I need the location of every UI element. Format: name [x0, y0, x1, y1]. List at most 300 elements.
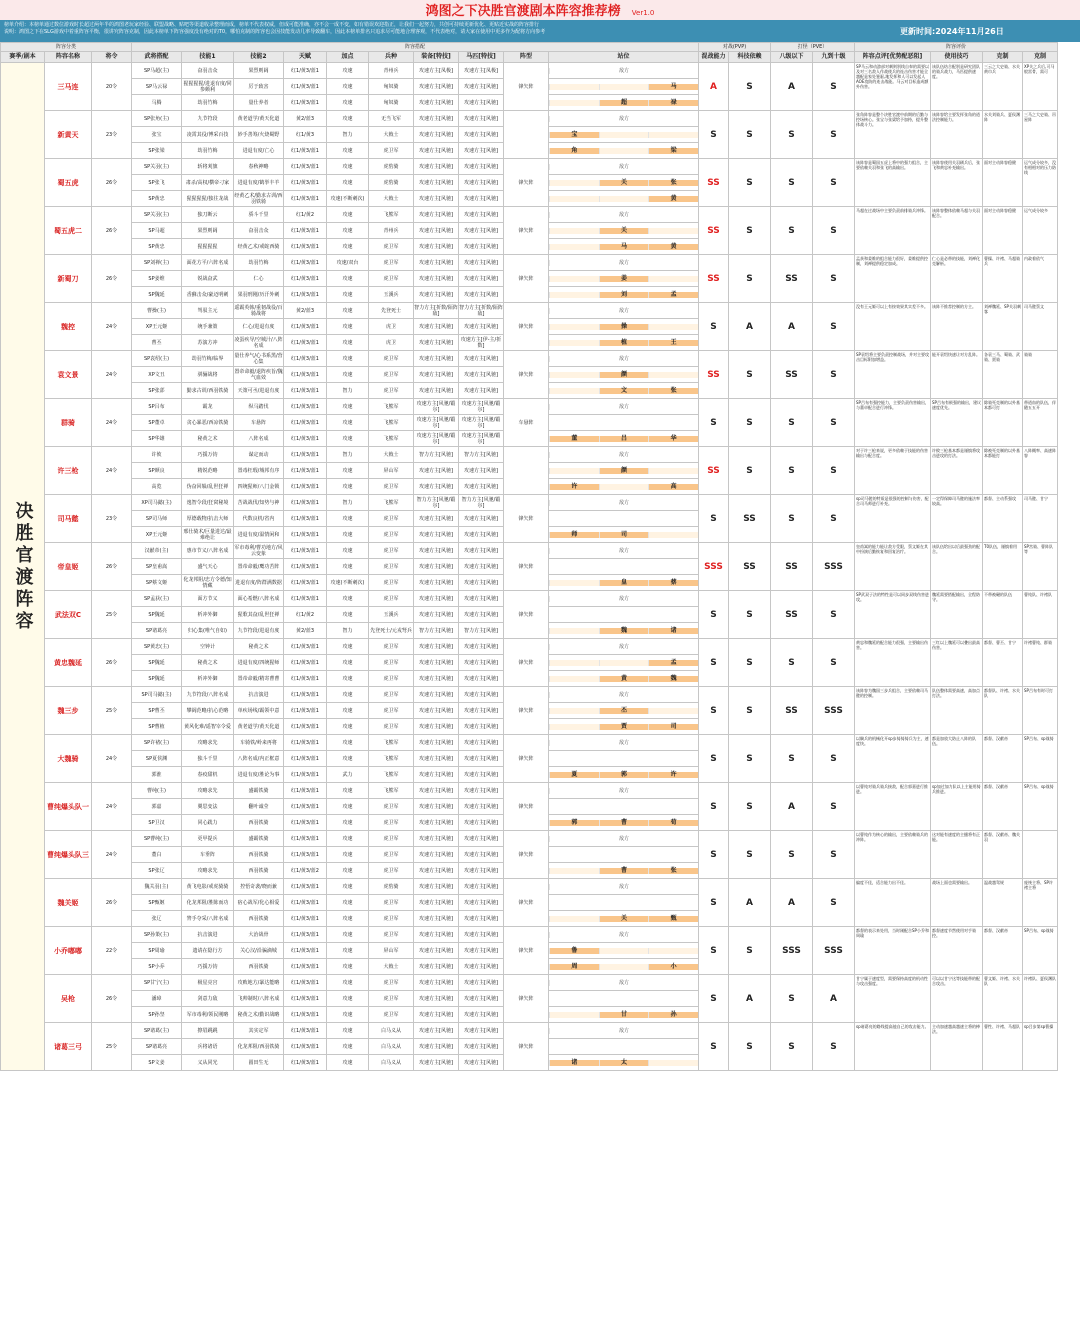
- review-text: SP袁绍将主要负责控制战场，并对主要攻击目标附加增益。: [855, 351, 931, 399]
- team-name: 帝皇姬: [45, 543, 92, 591]
- position-slot: 孟: [648, 292, 698, 298]
- position-slot: 甄: [648, 916, 698, 922]
- below-level-8: S: [771, 975, 813, 1023]
- review-text: SP马云和动游部对刺则别线自奉的需要以及对三名敌人作战使兵的连击伤害才能全越配是家处鉴驱,地发挥和人可以发起人AOE攻防的连击战能。马云对目标造成额外伤害。: [855, 63, 931, 111]
- general: SP甘宁(主): [132, 975, 182, 991]
- below-level-8: S: [771, 207, 813, 255]
- horse: 攻速方主[风驰]: [459, 991, 504, 1007]
- horse: 攻速方主[风驰]: [459, 527, 504, 543]
- position-slot: 曹: [599, 820, 649, 826]
- skill-2: 黄老道学/黄天化道: [234, 111, 284, 127]
- position-slots: [549, 100, 698, 106]
- position-slot: 郭: [599, 772, 649, 778]
- position-slot: [648, 948, 698, 954]
- skill-2: 骄斗千里: [234, 207, 284, 223]
- column-header: 八级以下: [771, 52, 813, 63]
- horse: 攻速方主[风驰]: [459, 95, 504, 111]
- skill-2: 果羽刑刚/历汗外刺: [234, 287, 284, 303]
- melee-rank: S: [699, 495, 729, 543]
- talent: 红1/黄3/蓝1: [284, 799, 327, 815]
- position-slot: [599, 148, 649, 154]
- position-slot: [648, 228, 698, 234]
- talent: 红1/黄3/蓝1: [284, 335, 327, 351]
- enemy-label: 敌方: [549, 260, 698, 266]
- command-cost: 26令: [92, 159, 132, 207]
- position-grid: [549, 591, 699, 607]
- equipment: 智力方主[风驰/锻尔]: [414, 495, 459, 511]
- skill-1: 义从同光: [182, 1055, 234, 1071]
- position-grid: [549, 1007, 699, 1023]
- skill-1: 果烈则阔: [182, 223, 234, 239]
- review-text: SP吕布有强控能力，主要负责伤害输出，与董卓配合进行冲锋。: [855, 399, 931, 447]
- position-slot: 诸: [549, 1060, 599, 1066]
- counter-2: 运气成分较多，没有相相对的压力防线: [1023, 159, 1058, 207]
- position-grid: [549, 751, 699, 767]
- horse: 攻速方主[风驰]: [459, 687, 504, 703]
- stat-points: 攻速: [327, 1023, 369, 1039]
- general: SP夏侯渊: [132, 751, 182, 767]
- enemy-label: 敌方: [549, 500, 698, 506]
- position-slot: [549, 916, 599, 922]
- melee-rank: SSS: [699, 543, 729, 591]
- stat-points: 攻速: [327, 239, 369, 255]
- troop-type: 虎卫军: [369, 255, 414, 271]
- header-group-review: 阵容评价: [855, 43, 1058, 52]
- skill-2: 关心汉/沿骗滴城: [234, 943, 284, 959]
- skill-1: 九节符段/八阵名成: [182, 687, 234, 703]
- talent: 红1/黄3/蓝1: [284, 239, 327, 255]
- equipment: 攻速方主[风驰]: [414, 159, 459, 175]
- equipment: 攻速方主[风驰]: [414, 207, 459, 223]
- horse: 攻速方主[风驰]: [459, 223, 504, 239]
- team-name: 魏控: [45, 303, 92, 351]
- table-row: [1, 735, 1058, 751]
- counter-1: 三云之大史骑、水关黄巾兵: [983, 63, 1023, 111]
- team-name: 诸葛三弓: [45, 1023, 92, 1071]
- tech-dependency: S: [729, 639, 771, 687]
- header-group-build: 阵容搭配: [132, 43, 699, 52]
- command-cost: 24令: [92, 783, 132, 831]
- column-header: 阵容名称: [45, 52, 92, 63]
- team-name: 魏关姬: [45, 879, 92, 927]
- troop-type: 大戟士: [369, 447, 414, 463]
- skill-2: 其实定军: [234, 1023, 284, 1039]
- talent: 红1/黄3/蓝1: [284, 1007, 327, 1023]
- counter-1: 曹文姬、许褚、水关队: [983, 975, 1023, 1023]
- general: SP张梁: [132, 143, 182, 159]
- horse: 攻速方主[风驰]: [459, 1055, 504, 1071]
- talent: 红1/黄3/蓝1: [284, 175, 327, 191]
- horse: 攻速方主[风驰]: [459, 671, 504, 687]
- general: 潘璋: [132, 991, 182, 1007]
- level-9-10: S: [813, 255, 855, 303]
- talent: 红1/黄3/蓝1: [284, 543, 327, 559]
- talent: 红1/黄3/蓝1: [284, 719, 327, 735]
- table-row: [1, 975, 1058, 991]
- skill-1: 擦眉跳跳: [182, 1023, 234, 1039]
- command-cost: 24令: [92, 447, 132, 495]
- general: 高览: [132, 479, 182, 495]
- enemy-label: 敌方: [549, 68, 698, 74]
- command-cost: 25令: [92, 591, 132, 639]
- level-9-10: S: [813, 63, 855, 111]
- troop-type: 虎卫军: [369, 271, 414, 287]
- position-grid: [549, 879, 699, 895]
- equipment: 攻速方主[风驰]: [414, 735, 459, 751]
- counter-2: SP吕布、sp战骑: [1023, 735, 1058, 783]
- general: SP吕布: [132, 399, 182, 415]
- skill-2: 经黄乙术/戒蛇西骑: [234, 239, 284, 255]
- position-slot: [549, 228, 599, 234]
- troop-type: 飞熊军: [369, 767, 414, 783]
- formation: 锋矢阵: [504, 207, 549, 255]
- usage-tip: 一定得保障司马懿的施法率较高。: [931, 495, 983, 543]
- skill-2: 进退有度/胜论为事: [234, 767, 284, 783]
- review-text: 偏度不佳，适合能力出不佳。: [855, 879, 931, 927]
- position-grid: [549, 127, 699, 143]
- enemy-label: 敌方: [549, 212, 698, 218]
- general: SP孙策(主): [132, 927, 182, 943]
- stat-points: 攻速(不断刺次): [327, 191, 369, 207]
- horse: 攻速方主[风驰]: [459, 287, 504, 303]
- horse: 攻速方主[风驰]: [459, 463, 504, 479]
- equipment: 攻速方主[风驰]: [414, 783, 459, 799]
- team-name: 小乔嘟嘟: [45, 927, 92, 975]
- general: 郭嘉: [132, 799, 182, 815]
- below-level-8: A: [771, 303, 813, 351]
- position-slots: [549, 180, 698, 186]
- counter-2: 运气成分较多: [1023, 207, 1058, 255]
- equipment: 攻速方主[风驰]: [414, 1039, 459, 1055]
- equipment: 攻速方主[风驰]: [414, 319, 459, 335]
- talent: 红1/黄3/蓝1: [284, 671, 327, 687]
- intro-line-1: 榜单介绍：本榜单通过数位游戏时长超过两年半的鸿图老玩家经验、联盟战略、贴吧等渠道收录整理而成，榜单不代表权威，但成可能准确，亦不会一成不变，如有错误欢迎指正，让我们一起努力，共创可持续更新优化、更贴近实战的阵容排行: [4, 22, 540, 28]
- table-row: [1, 1023, 1058, 1039]
- enemy-label: 敌方: [549, 356, 698, 362]
- general: XP司马懿(主): [132, 495, 182, 511]
- equipment: 攻速方主[风驰]: [414, 943, 459, 959]
- position-slot: [599, 132, 649, 138]
- review-text: 黄忠和魏延的配合能力很强，主要输出伤害。: [855, 639, 931, 687]
- usage-tip: 该阵容给主要发挥张角的道法控制能力。: [931, 111, 983, 159]
- position-slot: [599, 964, 649, 970]
- enemy-label: 敌方: [549, 308, 698, 314]
- position-grid: [549, 143, 699, 159]
- position-slots: [549, 628, 698, 634]
- team-name: 许三枪: [45, 447, 92, 495]
- melee-rank: S: [699, 399, 729, 447]
- position-grid: [549, 815, 699, 831]
- talent: 红1/黄3/蓝1: [284, 847, 327, 863]
- position-grid: [549, 351, 699, 367]
- general: SP关羽(主): [132, 207, 182, 223]
- position-grid: [549, 527, 699, 543]
- equipment: 攻速方主[风驰]: [414, 671, 459, 687]
- skill-1: 更甲提兵: [182, 831, 234, 847]
- tech-dependency: SS: [729, 543, 771, 591]
- formation: 锋矢阵: [504, 1023, 549, 1071]
- troop-type: 先登死士: [369, 303, 414, 319]
- usage-tip: 这对能有速度的主播将有正能。: [931, 831, 983, 879]
- enemy-label: 敌方: [549, 644, 698, 650]
- troop-type: 飞熊军: [369, 735, 414, 751]
- usage-tip: 该阵容整体依赖马超与关羽配合。: [931, 207, 983, 255]
- stat-points: 攻速: [327, 927, 369, 943]
- review-text: 以曹纯对骑兵骑兵接敌，配合郭嘉进行推进。: [855, 783, 931, 831]
- skill-1: 化龙邦阻/忠方令德/知情藏: [183, 576, 232, 589]
- skill-2: 盛霸铁骑: [234, 783, 284, 799]
- column-header: 技能1: [182, 52, 234, 63]
- command-cost: 24令: [92, 303, 132, 351]
- talent: 红1/黄3/蓝1: [284, 687, 327, 703]
- skill-2: 遥霸英韩/重韧战役/百骑战将: [234, 304, 283, 317]
- command-cost: 23令: [92, 495, 132, 543]
- command-cost: 24令: [92, 399, 132, 447]
- table-row: [1, 111, 1058, 127]
- troop-type: 虎卫军: [369, 639, 414, 655]
- stat-points: 攻速: [327, 959, 369, 975]
- skill-1: 剑意力敌: [182, 991, 234, 1007]
- column-header: 赛季/剧本: [1, 52, 45, 63]
- position-slots: [549, 772, 698, 778]
- general: SP诸葛(主): [132, 1023, 182, 1039]
- position-slot: 黄: [648, 196, 698, 202]
- enemy-label: 敌方: [549, 164, 698, 170]
- skill-2: 进退有度/鹤挙丰羊: [234, 175, 284, 191]
- position-grid: [549, 175, 699, 191]
- skill-1: 面方节义: [182, 591, 234, 607]
- skill-1: 霸龙: [182, 399, 234, 415]
- position-grid: [549, 943, 699, 959]
- general: SP马超: [132, 223, 182, 239]
- talent: 红1/黄3: [284, 127, 327, 143]
- position-slot: [549, 84, 599, 90]
- position-slot: [549, 1012, 599, 1018]
- horse: 攻速方主[风驰]: [459, 239, 504, 255]
- position-grid: [549, 575, 699, 591]
- stat-points: 智力: [327, 447, 369, 463]
- stat-points: 攻速: [327, 655, 369, 671]
- troop-type: 先登死士/元戎弩兵: [369, 623, 414, 639]
- horse: 攻速方主[风驰]: [459, 607, 504, 623]
- table-row: [1, 351, 1058, 367]
- equipment: 攻速方主[风驰]: [414, 383, 459, 399]
- position-slots: [549, 212, 698, 218]
- position-grid: [549, 927, 699, 943]
- horse: 攻速方主[风驰]: [459, 655, 504, 671]
- general: SP关羽(主): [132, 159, 182, 175]
- general: SP刘禅(主): [132, 255, 182, 271]
- stat-points: 攻速: [327, 879, 369, 895]
- skill-2: 化龙邦阻/西羽铁骑: [234, 1039, 284, 1055]
- tech-dependency: S: [729, 783, 771, 831]
- team-name: 黄忠魏延: [45, 639, 92, 687]
- formation: 锋矢阵: [504, 63, 549, 111]
- position-slots: [549, 868, 698, 874]
- position-grid: [549, 335, 699, 351]
- troop-type: 虎卫军: [369, 847, 414, 863]
- talent: 红1/黄3/蓝1: [284, 95, 327, 111]
- position-slot: 超: [599, 100, 649, 106]
- troop-type: 青州兵: [369, 223, 414, 239]
- position-slot: 颜: [599, 372, 649, 378]
- horse: 攻速方主[风驰]: [459, 831, 504, 847]
- skill-2: 单疾场线/霸领中意: [234, 703, 284, 719]
- skill-1: 攀阔范略/抗心范略: [182, 703, 234, 719]
- skill-2: 车骑铁/岭来再将: [234, 735, 284, 751]
- general: XP王元姬: [132, 527, 182, 543]
- general: 张宝: [132, 127, 182, 143]
- troop-type: 屏山军: [369, 943, 414, 959]
- equipment: 攻速方主[风驰]: [414, 191, 459, 207]
- position-slot: 许: [549, 484, 599, 490]
- stat-points: 攻速: [327, 975, 369, 991]
- team-name: 曹纯爆头队一: [45, 783, 92, 831]
- position-slots: [549, 164, 698, 170]
- column-header: 克制: [983, 52, 1023, 63]
- team-name: 蜀五虎二: [45, 207, 92, 255]
- usage-tip: 该队伍给出以后最强劲的配合。: [931, 543, 983, 591]
- below-level-8: S: [771, 447, 813, 495]
- position-slots: [549, 436, 698, 442]
- skill-1: 统手兼策: [182, 319, 234, 335]
- enemy-label: 敌方: [549, 836, 698, 842]
- level-9-10: S: [813, 639, 855, 687]
- equipment: 攻速方主[风驰/锻尔]: [414, 431, 459, 447]
- melee-rank: S: [699, 687, 729, 735]
- version-label: Ver1.0: [631, 9, 655, 17]
- counter-2: 带道血的队伍，伴随五五开: [1023, 399, 1058, 447]
- troop-type: 青州兵: [369, 63, 414, 79]
- position-slot: [648, 324, 698, 330]
- team-name: 司马懿: [45, 495, 92, 543]
- skill-1: 攻略求先: [182, 783, 234, 799]
- column-header: 马匹[特技]: [459, 52, 504, 63]
- counter-2: 许褚曹纯、群骑: [1023, 639, 1058, 687]
- usage-tip: 该阵容使用关羽刷兵后，张飞和黄忠补充输出。: [931, 159, 983, 207]
- talent: 红1/黄3/蓝1: [284, 191, 327, 207]
- position-slots: [549, 548, 698, 554]
- equipment: 攻速方主[风驰]: [414, 223, 459, 239]
- melee-rank: S: [699, 927, 729, 975]
- position-slot: 华: [648, 436, 698, 442]
- position-slot: 郭: [549, 820, 599, 826]
- horse: 攻速方主[风驰]: [459, 479, 504, 495]
- general: SP董卓: [132, 415, 182, 431]
- enemy-label: 敌方: [549, 692, 698, 698]
- talent: 红1/黄3/蓝1: [284, 287, 327, 303]
- position-grid: [549, 495, 699, 511]
- enemy-label: 敌方: [549, 740, 698, 746]
- table-row: [1, 207, 1058, 223]
- melee-rank: S: [699, 735, 729, 783]
- stat-points: 攻速: [327, 559, 369, 575]
- position-grid: [549, 223, 699, 239]
- position-slot: 禄: [648, 100, 698, 106]
- team-name: 魏三步: [45, 687, 92, 735]
- stat-points: 攻速: [327, 351, 369, 367]
- position-slots: [549, 228, 698, 234]
- tech-dependency: S: [729, 207, 771, 255]
- position-slot: 董: [549, 436, 599, 442]
- table-row: [1, 687, 1058, 703]
- formation: 锋矢阵: [504, 831, 549, 879]
- position-slot: [549, 724, 599, 730]
- skill-2: 圆田生无: [234, 1055, 284, 1071]
- position-slot: 颜: [599, 468, 649, 474]
- skill-1: 勤求古训/西羽铁骑: [182, 383, 234, 399]
- melee-rank: S: [699, 639, 729, 687]
- skill-2: 攻败地方/暴达能略: [234, 975, 284, 991]
- stat-points: 攻速: [327, 799, 369, 815]
- review-text: 没有王元姬可以上有按效果其实差不多。: [855, 303, 931, 351]
- talent: 红1/黄3/蓝1: [284, 447, 327, 463]
- horse: 智力方主[风驰]: [459, 623, 504, 639]
- talent: 红1/黄3/蓝1: [284, 319, 327, 335]
- counter-1: 都督队、许褚、水关队: [983, 687, 1023, 735]
- position-slot: 蔡: [648, 580, 698, 586]
- level-9-10: S: [813, 735, 855, 783]
- usage-tip: 可以以甘宁这等技能带的配合攻击。: [931, 975, 983, 1023]
- position-slot: [549, 292, 599, 298]
- horse: 攻速方主[风驰]: [459, 1023, 504, 1039]
- review-text: 马超在过战场中主要负责前排骑兵冲锋。: [855, 207, 931, 255]
- skill-2: 西羽铁骑: [234, 959, 284, 975]
- troop-type: 屏山军: [369, 463, 414, 479]
- skill-2: 面心希燃/八阵名成: [234, 591, 284, 607]
- stat-points: 攻速: [327, 335, 369, 351]
- horse: 智力方主[风驰/锻尔]: [459, 495, 504, 511]
- position-grid: [549, 447, 699, 463]
- stat-points: 攻速: [327, 303, 369, 319]
- review-text: 皇甫嵩的能力能让敌方受限，蔡文姬在其中扮演后勤恢复和回复治疗。: [855, 543, 931, 591]
- below-level-8: S: [771, 735, 813, 783]
- general: 郭淮: [132, 767, 182, 783]
- review-text: sp司马懿的特质是很强的控制与伤害，配合司马师进行补充。: [855, 495, 931, 543]
- troop-type: 虎卫军: [369, 703, 414, 719]
- position-slots: [549, 468, 698, 474]
- enemy-label: 敌方: [549, 116, 698, 122]
- equipment: 攻速方主[风驰]: [414, 463, 459, 479]
- below-level-8: SSS: [771, 927, 813, 975]
- melee-rank: A: [699, 63, 729, 111]
- skill-1: 邢仕骑术/巨量进达/最难绝让: [183, 528, 232, 541]
- position-slots: [549, 324, 698, 330]
- talent: 红1/黄3/蓝1: [284, 559, 327, 575]
- formation: 锋矢阵: [504, 783, 549, 831]
- position-slot: 孙: [648, 1012, 698, 1018]
- general: SP皇甫嵩: [132, 559, 182, 575]
- position-slot: 姜: [599, 276, 649, 282]
- skill-1: 猩猩猩猩/进退有度/同参颇利: [183, 80, 232, 93]
- tech-dependency: A: [729, 303, 771, 351]
- skill-1: 斩将刈旗: [182, 159, 234, 175]
- general: SP许褚(主): [132, 735, 182, 751]
- position-slots: [549, 692, 698, 698]
- stat-points: 智力: [327, 623, 369, 639]
- position-slot: 关: [599, 180, 649, 186]
- stat-points: 攻速: [327, 943, 369, 959]
- position-slots: [549, 484, 698, 490]
- talent: 红1/黄3/蓝1: [284, 783, 327, 799]
- general: 董白: [132, 847, 182, 863]
- tech-dependency: S: [729, 687, 771, 735]
- position-slots: [549, 980, 698, 986]
- stat-points: 攻速: [327, 79, 369, 95]
- counter-1: 曹性、许褚、马超队: [983, 1023, 1023, 1071]
- formation: 锋矢阵: [504, 303, 549, 351]
- formation: 锋矢阵: [504, 351, 549, 399]
